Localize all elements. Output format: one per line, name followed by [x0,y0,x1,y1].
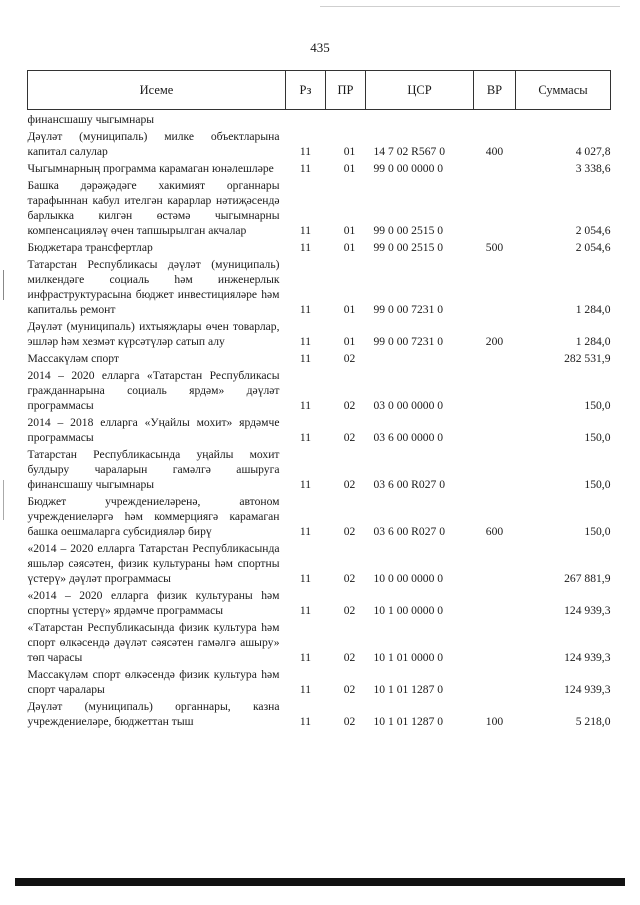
table-row [28,110,611,128]
row-sum: 124 939,3 [564,683,611,696]
row-pr: 01 [343,145,356,158]
row-name: «Татарстан Республикасында физик культура һәм спорт өлкәсендә дәүләт сәясәтен гамәлгә ашыру» төп чарасы [27,621,280,664]
table-row [28,127,611,159]
row-rz: 11 [299,651,312,664]
row-name: Бюджетара трансфертлар [27,241,153,254]
row-sum: 150,0 [584,399,611,412]
row-sum [516,110,611,128]
row-csr: 03 6 00 R027 0 [373,525,445,538]
header-name: Исеме [28,71,286,110]
row-pr: 02 [343,478,356,491]
row-name: Дәүләт (муниципаль) милке объектларына капитал салулар [27,130,280,158]
row-sum: 124 939,3 [564,651,611,664]
row-sum: 150,0 [584,525,611,538]
row-name: Дәүләт (муниципаль) ихтыяҗлары өчен товарлар, эшләр һәм хезмәт күрсәтүләр сатып алу [27,320,280,348]
row-vr [474,110,516,128]
row-pr: 02 [343,715,356,728]
row-csr: 99 0 00 0000 0 [373,162,444,175]
row-rz: 11 [299,352,312,365]
row-name: Башка дәрәҗәдәге хакимият органнары тарафыннан кабул ителгән карарлар нәтиҗәсендә барлыкка килгән өстәмә чыгымнарны компенсацияләү өчен тапшырылган акчалар [27,179,280,237]
table-body [28,110,611,730]
table-row [28,697,611,729]
row-csr: 03 6 00 R027 0 [373,478,445,491]
table-row [28,317,611,349]
row-rz: 11 [299,145,312,158]
row-rz: 11 [299,399,312,412]
row-pr: 02 [343,651,356,664]
row-name: Бюджет учреждениеләренә, автоном учреждениеләргә һәм коммерциягә карамаган башка оешмаларга субсидияләр бирү [27,495,280,538]
row-rz: 11 [299,525,312,538]
row-sum: 3 338,6 [575,162,611,175]
row-vr [474,159,516,176]
row-name: Татарстан Республикасы дәүләт (муниципаль) милкендәге социаль һәм инженерлык инфраструктурасына бюджет инвестицияләре һәм капитальь ремонт [27,258,280,316]
table-row [28,238,611,255]
row-vr [474,586,516,618]
row-rz: 11 [299,241,312,254]
row-sum: 124 939,3 [564,604,611,617]
row-csr [366,349,474,366]
row-csr: 99 0 00 2515 0 [373,241,444,254]
row-csr [366,110,474,128]
table-row [28,366,611,413]
table-row [28,159,611,176]
row-sum: 267 881,9 [564,572,611,585]
row-sum: 5 218,0 [575,715,611,728]
table-row [28,176,611,238]
row-name: 2014 – 2020 елларга «Татарстан Республикасы гражданнарына социаль ярдәм» дәүләт программасы [27,369,280,412]
table-row [28,586,611,618]
row-sum: 4 027,8 [575,145,611,158]
row-csr: 10 1 01 1287 0 [373,683,444,696]
row-pr: 02 [343,352,356,365]
row-name: Массакүләм спорт өлкәсендә физик культура һәм спорт чаралары [27,668,280,696]
row-csr: 10 0 00 0000 0 [373,572,444,585]
table-header-row [28,71,611,110]
row-csr: 10 1 01 1287 0 [373,715,444,728]
table-row [28,539,611,586]
row-csr: 10 1 00 0000 0 [373,604,444,617]
row-pr: 01 [343,224,356,237]
header-csr: ЦСР [366,71,474,110]
row-vr: 200 [485,335,504,348]
budget-table [27,70,611,729]
row-sum: 2 054,6 [575,224,611,237]
row-rz: 11 [299,224,312,237]
row-sum: 282 531,9 [564,352,611,365]
row-name: 2014 – 2018 елларга «Уңайлы мохит» ярдәмче программасы [27,416,280,444]
row-sum: 2 054,6 [575,241,611,254]
row-pr: 02 [343,431,356,444]
row-rz: 11 [299,303,312,316]
row-pr [326,110,366,128]
row-pr: 01 [343,335,356,348]
row-sum: 1 284,0 [575,335,611,348]
page-number: 435 [310,40,330,55]
row-name: финансшашу чыгымнары [27,113,155,126]
row-pr: 02 [343,683,356,696]
row-vr [474,445,516,492]
table-row [28,349,611,366]
row-vr [474,618,516,665]
row-vr: 600 [485,525,504,538]
row-csr: 03 6 00 0000 0 [373,431,444,444]
table-row [28,618,611,665]
row-rz: 11 [299,431,312,444]
row-pr: 02 [343,572,356,585]
row-pr: 02 [343,525,356,538]
scan-artifact-mark [3,270,4,300]
row-vr: 400 [485,145,504,158]
row-name: Дәүләт (муниципаль) органнары, казна учреждениеләре, бюджеттан тыш [27,700,280,728]
row-vr [474,255,516,317]
row-sum: 150,0 [584,478,611,491]
row-pr: 01 [343,303,356,316]
row-rz: 11 [299,604,312,617]
row-csr: 99 0 00 2515 0 [373,224,444,237]
row-rz: 11 [299,715,312,728]
row-csr: 03 0 00 0000 0 [373,399,444,412]
row-vr [474,176,516,238]
row-vr: 500 [485,241,504,254]
row-rz: 11 [299,572,312,585]
row-rz: 11 [299,478,312,491]
row-rz [286,110,326,128]
row-csr: 14 7 02 R567 0 [373,145,445,158]
row-sum: 150,0 [584,431,611,444]
row-csr: 99 0 00 7231 0 [373,303,444,316]
table-row [28,492,611,539]
table-row [28,413,611,445]
row-csr: 99 0 00 7231 0 [373,335,444,348]
row-rz: 11 [299,683,312,696]
row-rz: 11 [299,335,312,348]
row-pr: 01 [343,162,356,175]
row-pr: 01 [343,241,356,254]
row-vr: 100 [485,715,504,728]
row-sum: 1 284,0 [575,303,611,316]
table-row [28,255,611,317]
scan-artifact-mark [3,480,4,520]
header-pr: ПР [326,71,366,110]
row-name: Татарстан Республикасында уңайлы мохит булдыру чараларын гамәлгә ашыруга финансшашу чыгымнары [27,448,280,491]
row-pr: 02 [343,399,356,412]
row-name: Чыгымнарның программа карамаган юнәлешләре [27,162,274,175]
scan-border-bar [15,878,625,886]
header-rz: Рз [286,71,326,110]
row-vr [474,539,516,586]
scan-artifact-line [320,6,620,7]
header-vr: ВР [474,71,516,110]
row-vr [474,665,516,697]
row-pr: 02 [343,604,356,617]
row-csr: 10 1 01 0000 0 [373,651,444,664]
row-vr [474,349,516,366]
row-name: Массакүләм спорт [27,352,119,365]
table-row [28,445,611,492]
header-sum: Суммасы [516,71,611,110]
row-vr [474,366,516,413]
row-vr [474,413,516,445]
row-name: «2014 – 2020 елларга Татарстан Республикасында яшьләр сәясәтен, физик культураны һәм спортны үстерү» дәүләт программасы [27,542,280,585]
row-name: «2014 – 2020 елларга физик культураны һәм спортны үстерү» ярдәмче программасы [27,589,280,617]
row-rz: 11 [299,162,312,175]
table-row [28,665,611,697]
